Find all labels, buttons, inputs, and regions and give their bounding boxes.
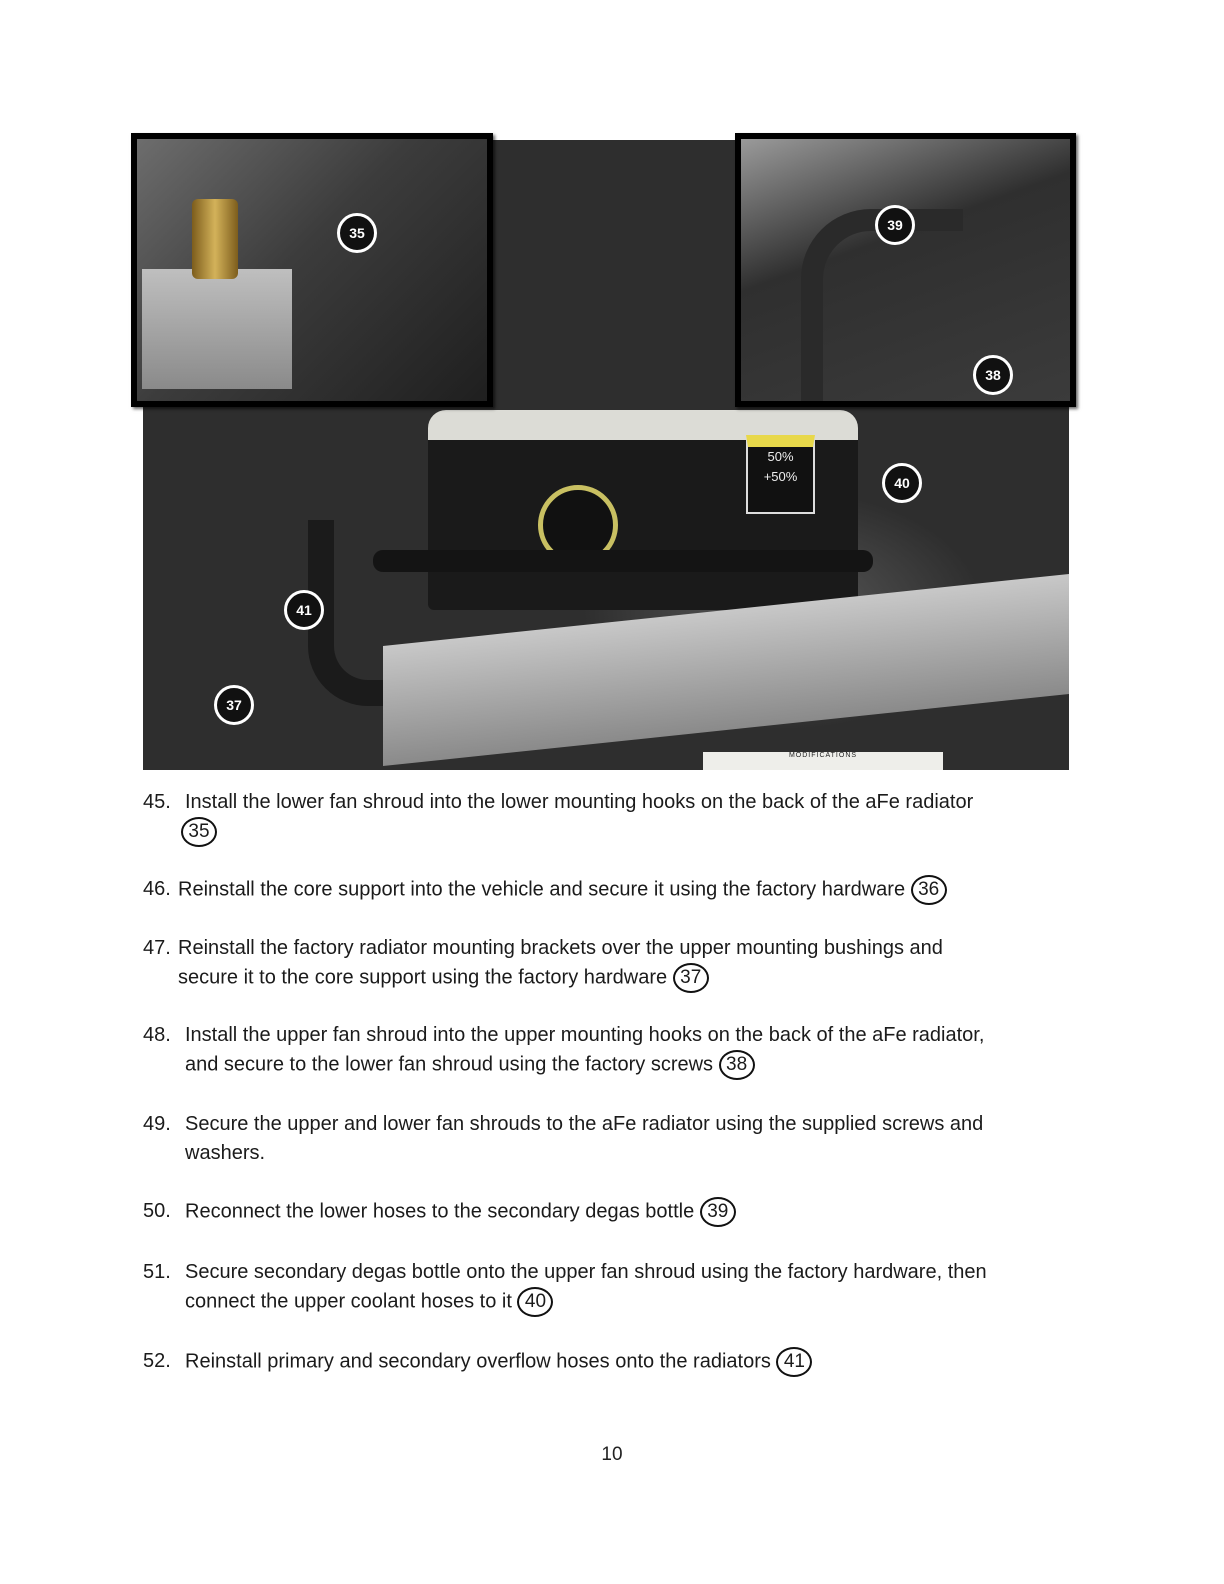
step-text-line2: washers. (185, 1142, 266, 1164)
ref-circle: 37 (673, 963, 709, 993)
step-number: 50. (143, 1200, 171, 1222)
step-46 (143, 875, 1083, 905)
callout-38: 38 (973, 355, 1013, 395)
step-49 (143, 1110, 1083, 1168)
callout-40: 40 (882, 463, 922, 503)
step-48 (143, 1021, 1083, 1080)
callout-39: 39 (875, 205, 915, 245)
step-number: 48. (143, 1024, 171, 1046)
ref-circle: 39 (700, 1197, 736, 1227)
step-51 (143, 1258, 1083, 1317)
step-50 (143, 1197, 1083, 1227)
step-number: 47. (143, 937, 171, 959)
step-text-line1: Secure the upper and lower fan shrouds to the aFe radiator using the supplied screws and (185, 1113, 984, 1135)
ref-circle: 35 (181, 817, 217, 847)
step-text-line2: and secure to the lower fan shroud using the factory screws (185, 1053, 714, 1076)
step-text-line1: Reinstall the factory radiator mounting brackets over the upper mounting bushings and (178, 937, 943, 959)
step-text-line1: Secure secondary degas bottle onto the upper fan shroud using the factory hardware, then (185, 1261, 987, 1283)
step-45 (143, 788, 1083, 847)
step-number: 45. (143, 791, 171, 813)
label-plus50: +50% (763, 469, 798, 484)
modifications-label: MODIFICATIONS (703, 752, 943, 770)
step-text: Reinstall primary and secondary overflow hoses onto the radiators (185, 1350, 771, 1373)
callout-35: 35 (337, 213, 377, 253)
aluminum-tank (142, 269, 292, 389)
coolant-warning-label (746, 435, 815, 514)
coolant-hose (373, 550, 873, 572)
step-text-line1: Install the upper fan shroud into the upper mounting hooks on the back of the aFe radiator, (185, 1024, 985, 1046)
step-number: 49. (143, 1113, 171, 1135)
step-52 (143, 1347, 1083, 1377)
ref-circle: 36 (911, 875, 947, 905)
step-text-line2: secure it to the core support using the factory hardware (178, 966, 668, 989)
ref-circle: 41 (776, 1347, 812, 1377)
step-text: Reconnect the lower hoses to the secondary degas bottle (185, 1200, 695, 1223)
inset-photo-left (131, 133, 493, 407)
callout-41: 41 (284, 590, 324, 630)
step-number: 51. (143, 1261, 171, 1283)
callout-37: 37 (214, 685, 254, 725)
step-number: 46. (143, 878, 171, 900)
brass-fitting (192, 199, 238, 279)
inset-photo-right (735, 133, 1076, 407)
page-number: 10 (601, 1444, 623, 1465)
step-text-line2: connect the upper coolant hoses to it (185, 1290, 512, 1313)
step-47 (143, 934, 1083, 993)
step-number: 52. (143, 1350, 171, 1372)
step-text: Install the lower fan shroud into the lower mounting hooks on the back of the aFe radiator (185, 791, 974, 813)
ref-circle: 40 (517, 1287, 553, 1317)
label-50: 50% (767, 449, 794, 464)
ref-circle: 38 (719, 1050, 755, 1080)
step-text: Reinstall the core support into the vehicle and secure it using the factory hardware (178, 878, 906, 901)
